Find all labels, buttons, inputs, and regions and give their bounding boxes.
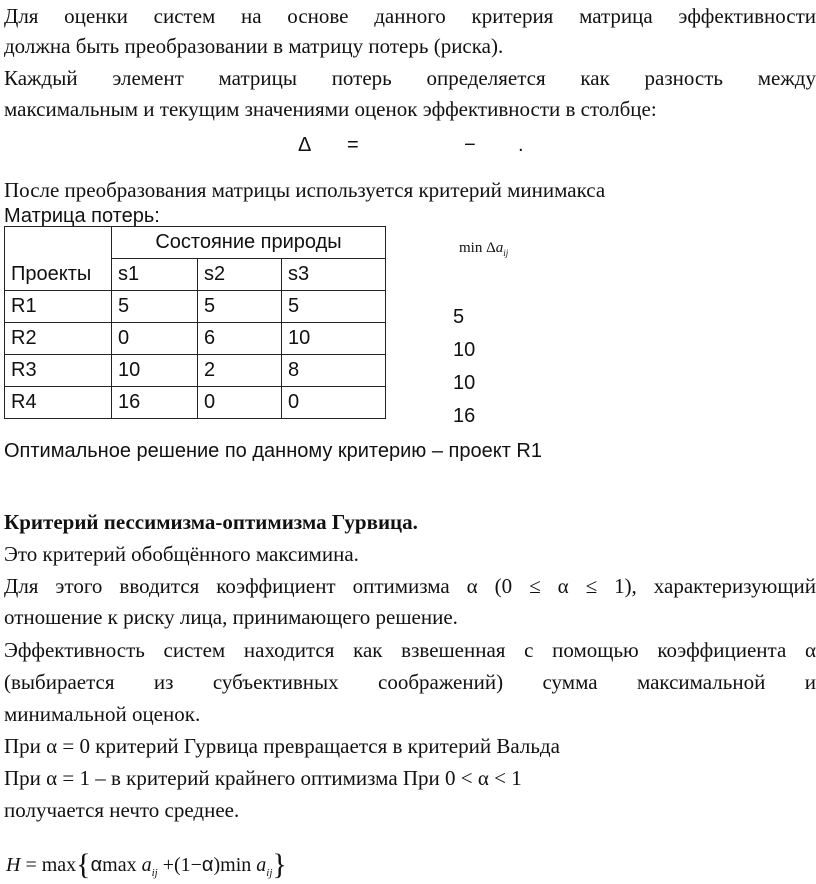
a-variable: a [495, 240, 504, 256]
right-brace: } [272, 848, 287, 881]
table-cell-empty [5, 227, 112, 259]
delta-symbol: Δ [298, 134, 312, 156]
table-cell: 16 [112, 387, 198, 419]
section-heading: Критерий пессимизма-оптимизма Гурвица. [4, 510, 418, 534]
paragraph-line-10: Для этого вводится коэффициент оптимизма α (0 ≤ α ≤ 1), характеризующий [4, 574, 816, 598]
row-name: R3 [5, 355, 112, 387]
paragraph-line-12: Эффективность систем находится как взвешенная с помощью коэффициента α [4, 638, 816, 662]
col-header-s2: s2 [198, 259, 282, 291]
hurwicz-formula [6, 848, 287, 882]
alpha-symbol: α [201, 854, 214, 876]
table-row [5, 355, 386, 387]
table-row [5, 387, 386, 419]
a-variable: a [141, 854, 152, 876]
header-projects: Проекты [5, 259, 112, 291]
delta-symbol: Δ [486, 240, 496, 256]
table-row [5, 323, 386, 355]
loss-matrix-table [4, 226, 386, 419]
alpha-symbol: α [90, 854, 103, 876]
min-value-r3: 10 [453, 372, 476, 394]
optimal-solution-line: Оптимальное решение по данному критерию – проект R1 [4, 440, 542, 462]
paragraph-line-5: После преобразования матрицы используется критерий минимакса [4, 178, 606, 202]
paragraph-line-3: Каждый элемент матрицы потерь определяется как разность между [4, 66, 816, 90]
table-caption: Матрица потерь: [4, 205, 160, 227]
min-value-r1: 5 [453, 306, 465, 328]
table-cell: 5 [282, 291, 386, 323]
table-cell: 0 [198, 387, 282, 419]
table-cell: 6 [198, 323, 282, 355]
table-cell: 0 [112, 323, 198, 355]
paragraph-line-11: отношение к риску лица, принимающего решение. [4, 605, 458, 629]
col-header-s1: s1 [112, 259, 198, 291]
ij-subscript: ij [266, 867, 273, 879]
min-value-r2: 10 [453, 339, 476, 361]
col-header-s3: s3 [282, 259, 386, 291]
equals-sign: = [347, 134, 359, 156]
table-cell: 2 [198, 355, 282, 387]
table-cell: 5 [112, 291, 198, 323]
loss-formula [0, 134, 816, 160]
max-label: max [102, 854, 142, 876]
a-variable: a [256, 854, 267, 876]
paragraph-line-17: получается нечто среднее. [4, 798, 240, 822]
paragraph-line-1: Для оценки систем на основе данного критерия матрица эффективности [4, 4, 816, 28]
paragraph-line-14: минимальной оценок. [4, 702, 201, 726]
h-variable: H [6, 854, 21, 876]
table-cell: 10 [112, 355, 198, 387]
left-brace: { [76, 848, 91, 881]
min-label: min [459, 240, 483, 256]
min-delta-header [459, 240, 508, 258]
table-cell: 8 [282, 355, 386, 387]
paragraph-line-13: (выбирается из субъективных соображений) сумма максимальной и [4, 670, 816, 694]
plus-one-minus: +(1− [157, 854, 202, 876]
paragraph-line-2: должна быть преобразовании в матрицу потерь (риска). [4, 34, 504, 58]
minus-sign: − [464, 134, 476, 156]
ij-subscript: ij [503, 248, 509, 258]
period: . [518, 134, 524, 156]
paragraph-line-16: При α = 1 – в критерий крайнего оптимизма При 0 < α < 1 [4, 766, 522, 790]
row-name: R4 [5, 387, 112, 419]
table-cell: 5 [198, 291, 282, 323]
paragraph-line-4: максимальным и текущим значениями оценок эффективности в столбце: [4, 97, 657, 121]
ij-subscript: ij [151, 867, 158, 879]
equals-max: = max [20, 854, 77, 876]
row-name: R1 [5, 291, 112, 323]
table-cell: 10 [282, 323, 386, 355]
table-columns-row [5, 259, 386, 291]
header-state-of-nature: Состояние природы [112, 227, 386, 259]
table-cell: 0 [282, 387, 386, 419]
paragraph-line-9: Это критерий обобщённого максимина. [4, 542, 359, 566]
paragraph-line-15: При α = 0 критерий Гурвица превращается в критерий Вальда [4, 734, 560, 758]
row-name: R2 [5, 323, 112, 355]
table-row [5, 291, 386, 323]
min-value-r4: 16 [453, 405, 476, 427]
table-header-row [5, 227, 386, 259]
min-label: )min [213, 854, 257, 876]
